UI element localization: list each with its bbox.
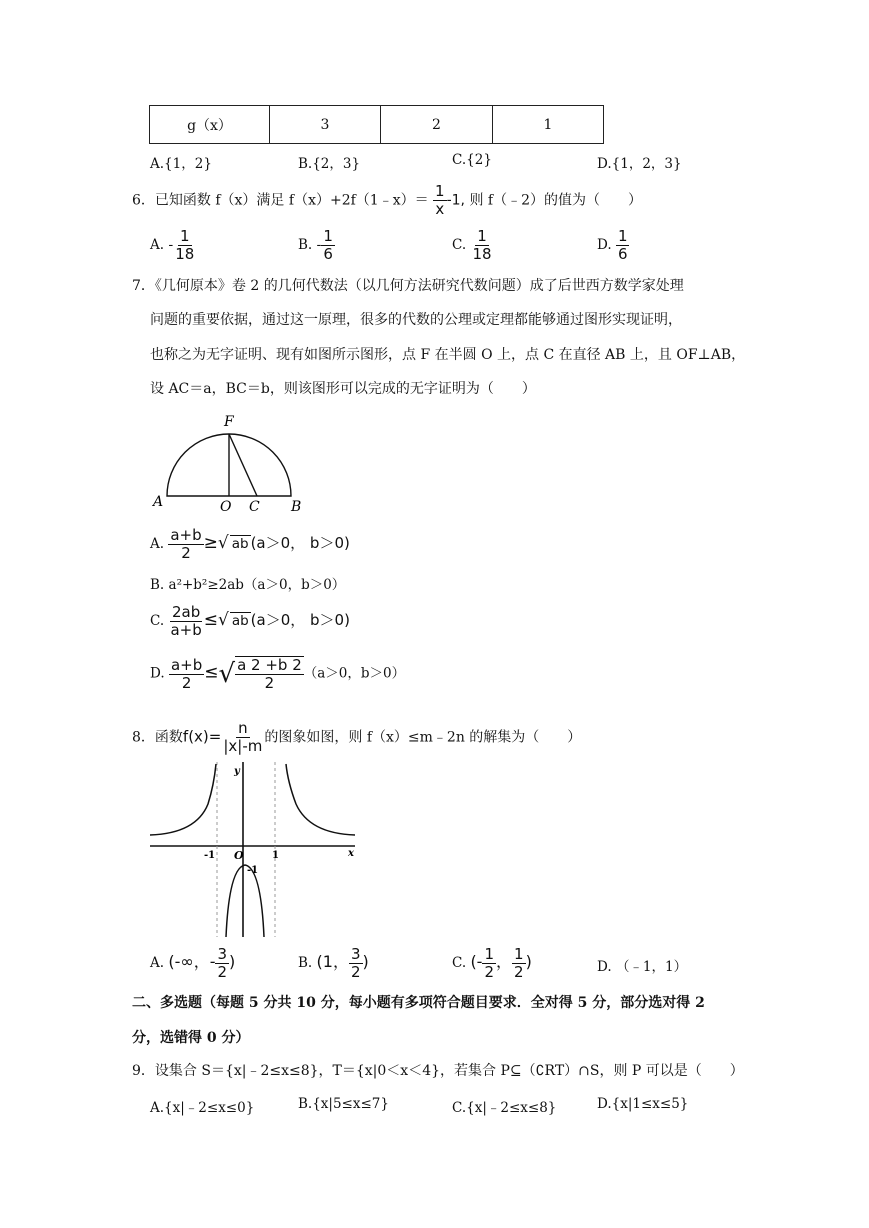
q7-option-b: B. a²+b²≥2ab（a＞0，b＞0）: [150, 577, 346, 593]
function-graph: [150, 762, 360, 937]
q6-fraction: $\frac{1}{x}$: [435, 182, 445, 218]
q8-stem: 8．函数f(x)= $\frac{n}{|x|-m}$ 的图象如图，则 f（x）≤m﹣2n 的解集为（ ）: [132, 719, 582, 755]
q7-option-d: D. $\frac{a+b}{2}$ ≤√ $\frac{a 2 +b 2}{2}$ （a＞0，b＞0）: [150, 655, 406, 692]
q5-option-b: B.{2，3}: [298, 156, 361, 172]
axis-label-y: y: [234, 766, 240, 777]
table-cell: 1: [493, 106, 604, 144]
q6-option-b: B. - $\frac{1}{6}$: [298, 227, 333, 263]
table-cell: 2: [381, 106, 493, 144]
tick-label-neg1: -1: [204, 850, 216, 861]
origin-label: O: [234, 849, 244, 862]
section-heading-line-2: 分，选错得 0 分）: [132, 1030, 250, 1046]
q9-option-a: A.{x|﹣2≤x≤0}: [150, 1100, 255, 1116]
table-row: [150, 106, 604, 144]
q9-stem: 9．设集合 S＝{x|﹣2≤x≤8}，T＝{x|0＜x＜4}，若集合 P⊆（∁RT）∩S，则 P 可以是（ ）: [132, 1063, 744, 1079]
label-c: C: [249, 499, 260, 515]
table-cell: 3: [270, 106, 381, 144]
section-heading-line-1: 二、多选题（每题 5 分共 10 分，每小题有多项符合题目要求．全对得 5 分，部分选对得 2: [132, 995, 705, 1011]
table-row-label: g（x）: [150, 106, 270, 144]
label-o: O: [220, 499, 232, 515]
q8-option-a: A. (-∞，- $\frac{3}{2}$ ): [150, 945, 236, 981]
q8-option-b: B. (1， $\frac{3}{2}$ ): [298, 945, 369, 981]
tick-label-pos1: 1: [272, 850, 279, 861]
q7-line-4: 设 AC＝a，BC＝b，则该图形可以完成的无字证明为（ ）: [150, 381, 536, 397]
q7-line-3: 也称之为无字证明、现有如图所示图形，点 F 在半圆 O 上，点 C 在直径 AB 上，且 OF⊥AB，: [150, 347, 746, 363]
q5-option-d: D.{1，2，3}: [597, 156, 682, 172]
q6-option-a: A. - $\frac{1}{18}$: [150, 227, 195, 263]
q7-line-2: 问题的重要依据，通过这一原理，很多的代数的公理或定理都能够通过图形实现证明，: [150, 312, 682, 328]
q9-option-c: C.{x|﹣2≤x≤8}: [452, 1100, 557, 1116]
label-a: A: [153, 494, 164, 510]
semicircle-figure: [150, 410, 310, 515]
q8-option-c: C. (- $\frac{1}{2}$ ， $\frac{1}{2}$ ): [452, 945, 532, 981]
q9-option-d: D.{x|1≤x≤5}: [597, 1096, 689, 1112]
q6-option-c: C. $\frac{1}{18}$: [452, 227, 492, 263]
label-f: F: [224, 414, 234, 430]
label-b: B: [291, 499, 302, 515]
q5-option-c: C.{2}: [452, 152, 492, 168]
q8-option-d: D. （﹣1，1）: [597, 959, 688, 975]
value-table: [149, 105, 604, 144]
q6-option-d: D. $\frac{1}{6}$: [597, 227, 628, 263]
q6-stem: 6．已知函数 f（x）满足 f（x）+2f（1﹣x）＝ $\frac{1}{x}$ -1, 则 f（﹣2）的值为（ ）: [132, 182, 643, 218]
q7-option-a: A. $\frac{a+b}{2}$ ≥√ ab (a＞0， b＞0): [150, 526, 350, 562]
q7-option-c: C. $\frac{2ab}{a+b}$ ≤√ ab (a＞0， b＞0): [150, 603, 350, 639]
tick-label-yneg1: -1: [247, 865, 259, 876]
q5-option-a: A.{1，2}: [150, 156, 212, 172]
q7-line-1: 7．《几何原本》卷 2 的几何代数法（以几何方法研究代数问题）成了后世西方数学家处理: [132, 278, 684, 294]
axis-label-x: x: [348, 848, 354, 859]
q9-option-b: B.{x|5≤x≤7}: [298, 1096, 389, 1112]
